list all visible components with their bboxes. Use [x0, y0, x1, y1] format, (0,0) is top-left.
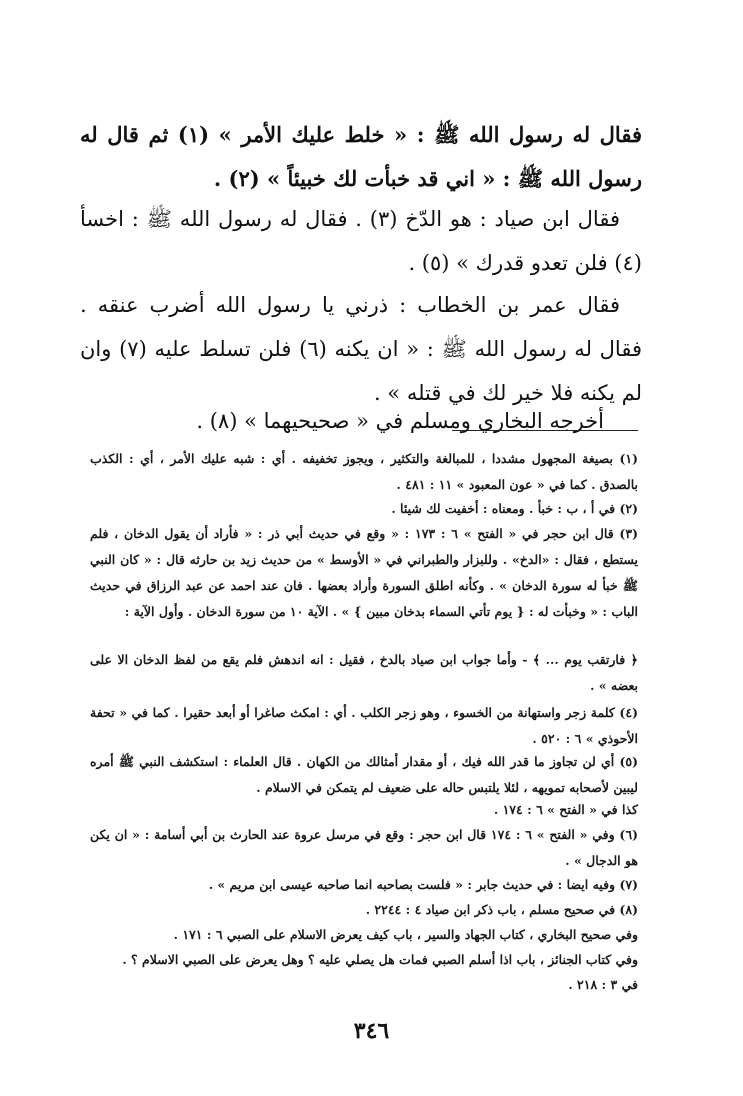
footnote-8-cont-2: وفي كتاب الجنائز ، باب اذا أسلم الصبي فمات هل يصلي عليه ؟ وهل يعرض على الصبي الاسلام ؟ . [122, 952, 638, 967]
footnote-3: (٣) قال ابن حجر في « الفتح » ٦ : ١٧٣ : « وقع في حديث أبي ذر : « فأراد أن يقول الدخان ، فلم يستطع ، فقال : «الدخ» . وللبزار والطبراني في « الأوسط » من حديث زيد بن حارثه قال : « كان النبي ﷺ خبأ له سورة الدخان » . وكأنه اطلق السورة وأراد بعضها . فان عند احمد عن عبد الرزاق في حديث الباب : « وخبأت له : { يوم تأتي السماء بدخان مبين } » . الآية ١٠ من سورة الدخان . وأول الآية : [90, 526, 638, 619]
main-paragraph-4: أخرجه البخاري ومسلم في « صحيحيهما » (٨) . [196, 409, 604, 433]
footnote-7: (٧) وفيه ايضا : في حديث جابر : « فلست بصاحبه انما صاحبه عيسى ابن مريم » . [208, 877, 638, 892]
main-paragraph-3: فقال عمر بن الخطاب : ذرني يا رسول الله أضرب عنقه . فقال له رسول الله ﷺ : « ان يكنه (٦) فلن تسلط عليه (٧) وان لم يكنه فلا خير لك في قتله » . [80, 293, 642, 405]
footnote-2: (٢) في أ ، ب : خبأ . ومعناه : أخفيت لك شيئا . [391, 501, 638, 516]
footnote-5: (٥) أي لن تجاوز ما قدر الله فيك ، أو مقدار أمثالك من الكهان . قال العلماء : استكشف النبي ﷺ أمره ليبين لأصحابه تمويهه ، لئلا يلتبس حاله على ضعيف لم يتمكن في الاسلام . [90, 754, 638, 795]
footnote-6: (٦) وفي « الفتح » ٦ : ١٧٤ قال ابن حجر : وقع في مرسل عروة عند الحارث بن أبي أسامة : « ان يكن هو الدجال » . [90, 827, 638, 868]
footnote-8-cont-3: في ٣ : ٢١٨ . [568, 977, 638, 992]
footnote-separator [452, 430, 638, 431]
footnote-4: (٤) كلمة زجر واستهانة من الخسوء ، وهو زجر الكلب . أي : امكث صاغرا أو أبعد حقيرا . كما في « تحفة الأحوذي » ٦ : ٥٢٠ . [90, 705, 638, 746]
footnote-8: (٨) في صحيح مسلم ، باب ذكر ابن صياد ٤ : ٢٢٤٤ . [365, 902, 638, 917]
main-paragraph-1: فقال له رسول الله ﷺ : « خلط عليك الأمر » (١) ثم قال له رسول الله ﷺ : « اني قد خبأت لك خبيئاً » (٢) . [80, 122, 642, 191]
footnote-3-cont: ﴿ فارتقب يوم ... ﴾ - وأما جواب ابن صياد بالدخ ، فقيل : انه اندهش فلم يقع من لفظ الدخان الا على بعضه » . [90, 652, 638, 693]
footnote-1: (١) بصيغة المجهول مشددا ، للمبالغة والتكثير ، ويجوز تخفيفه . أي : شبه عليك الأمر ، أي : الكذب بالصدق . كما في « عون المعبود » ١١ : ٤٨١ . [90, 451, 638, 492]
page-number: ٣٤٦ [353, 1018, 390, 1044]
footnote-5-cont: كذا في « الفتح » ٦ : ١٧٤ . [493, 802, 638, 817]
footnote-8-cont-1: وفي صحيح البخاري ، كتاب الجهاد والسير ، باب كيف يعرض الاسلام على الصبي ٦ : ١٧١ . [173, 927, 638, 942]
main-paragraph-2: فقال ابن صياد : هو الدّخ (٣) . فقال له رسول الله ﷺ : اخسأ (٤) فلن تعدو قدرك » (٥) . [80, 207, 642, 275]
